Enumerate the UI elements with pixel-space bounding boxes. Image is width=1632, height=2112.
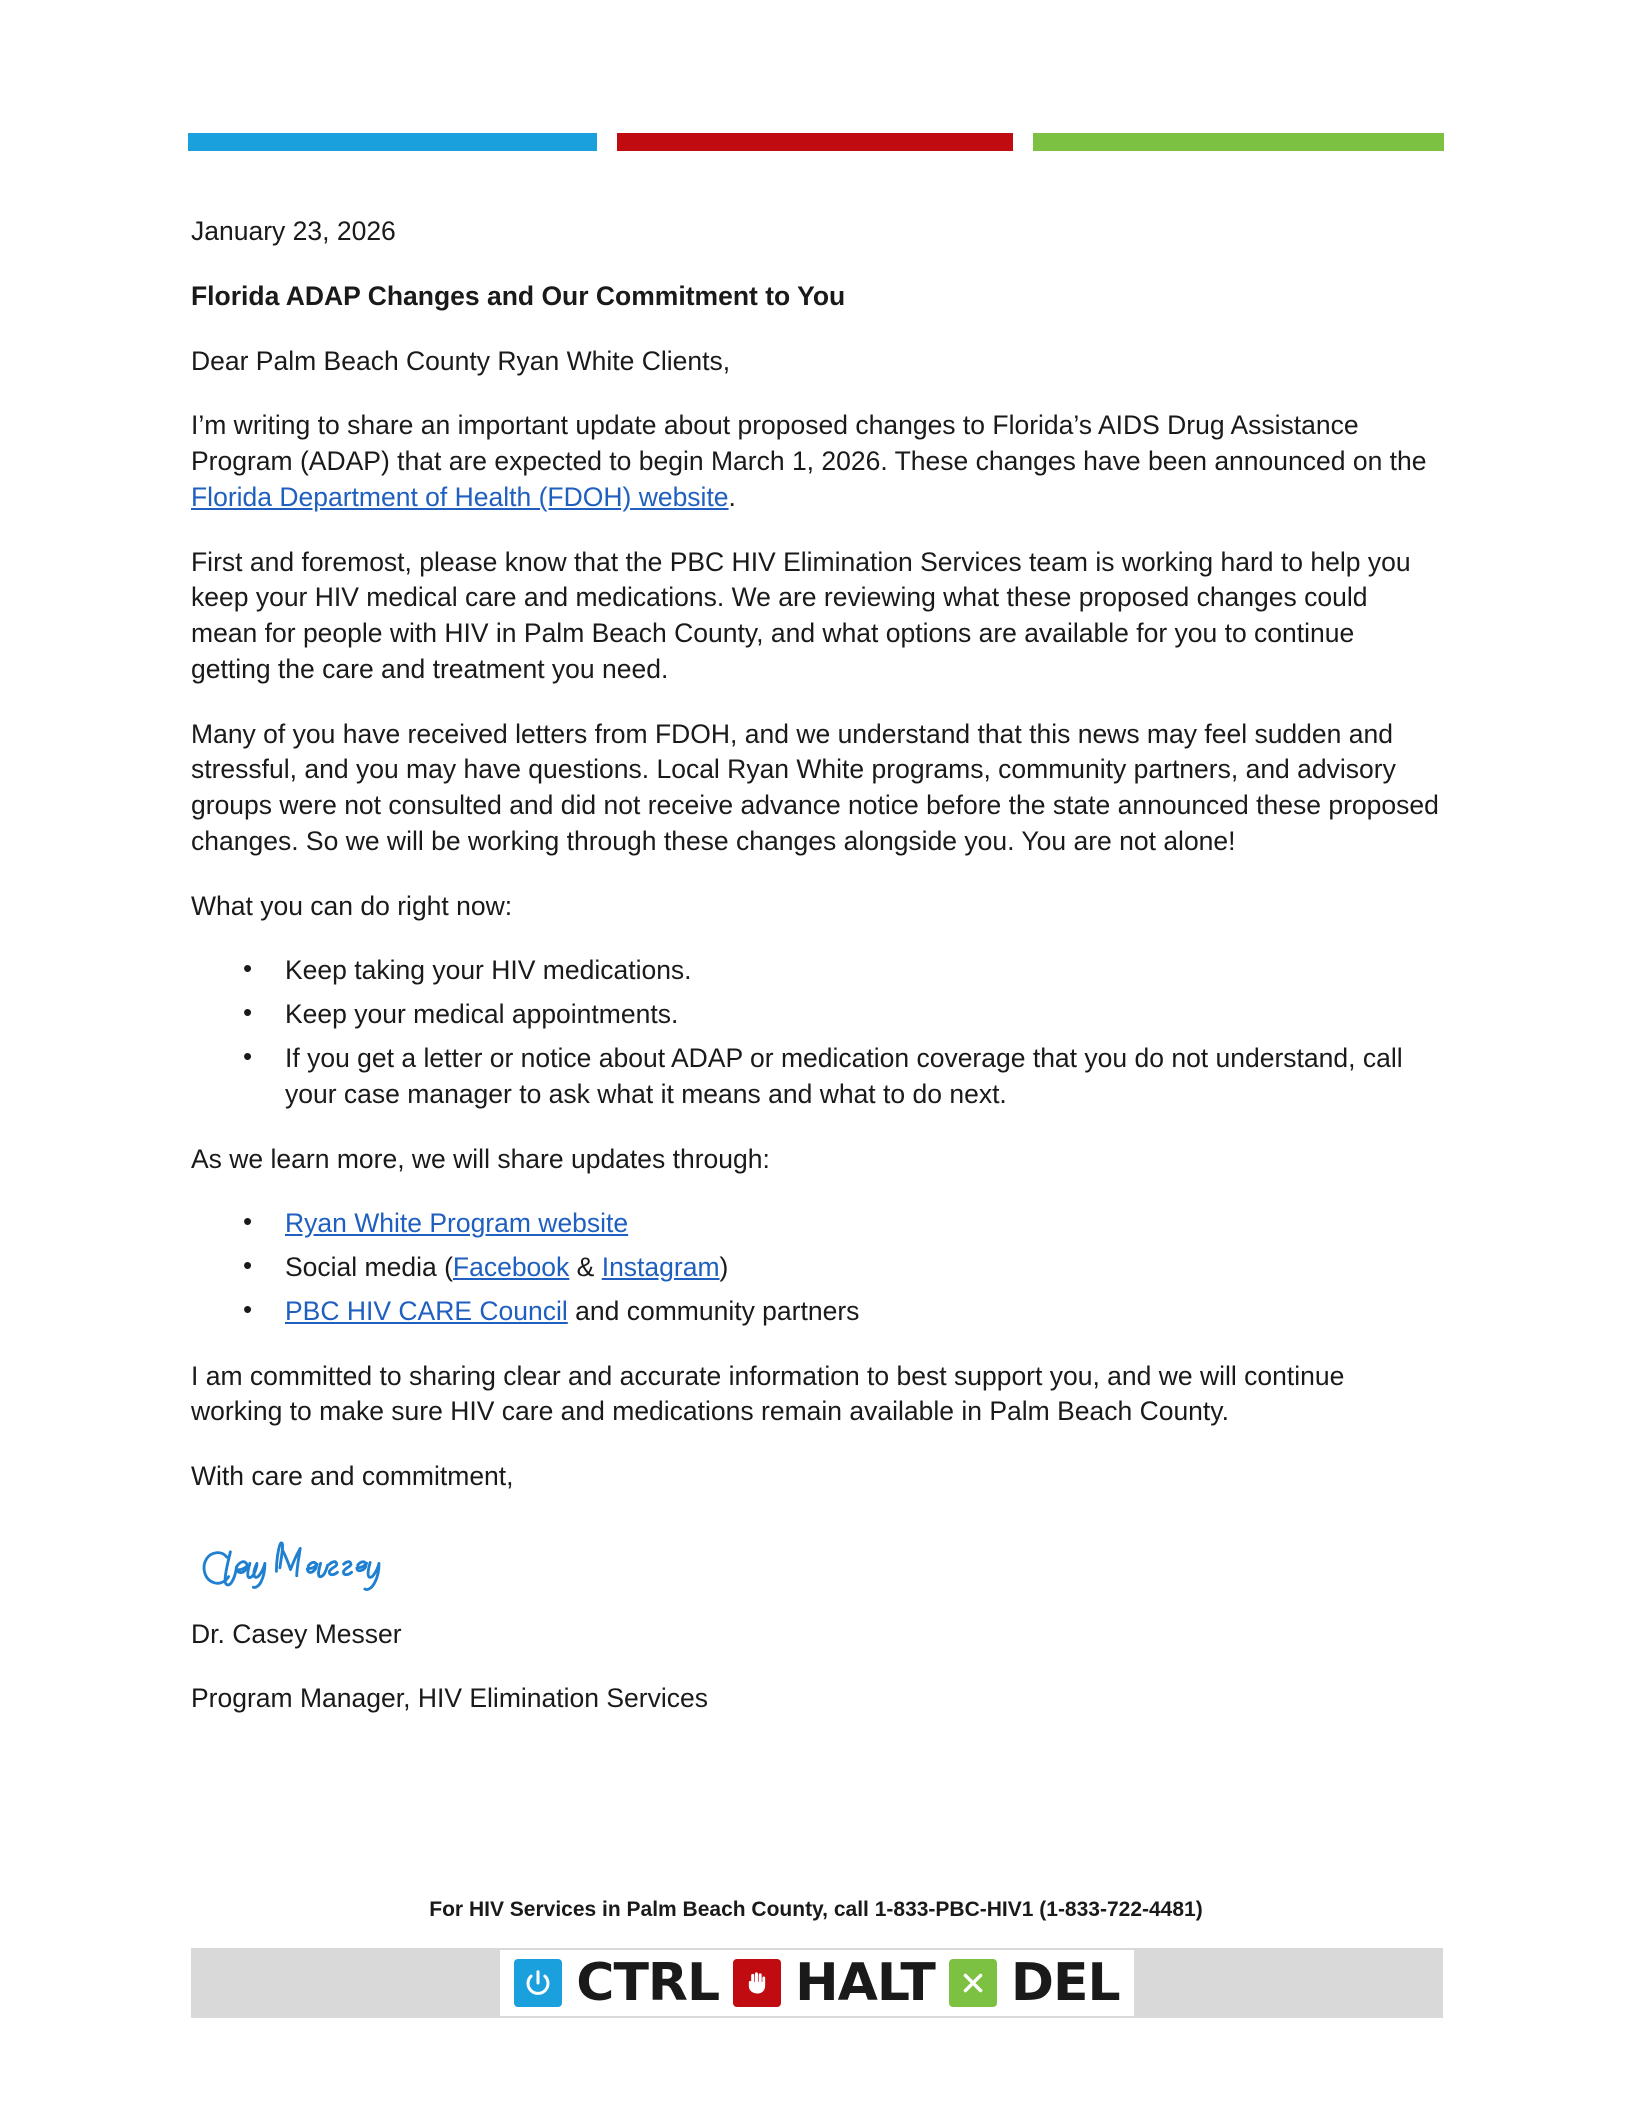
fdoh-website-link[interactable]: Florida Department of Health (FDOH) website <box>191 481 729 512</box>
hand-stop-icon <box>733 1959 781 2007</box>
signer-name: Dr. Casey Messer <box>191 1618 402 1649</box>
header-bar-green <box>1033 133 1444 151</box>
social-media-prefix: Social media ( <box>285 1252 453 1283</box>
list-item: • Keep your medical appointments. <box>285 997 1441 1033</box>
logo-word-halt: HALT <box>795 1953 935 2013</box>
paragraph-3: Many of you have received letters from FDOH, and we understand that this news may feel sudden and stressful, and you may have questions. Local Ryan White programs, community partners, and advisory groups were not consulted and did not receive advance notice before the state announced these proposed changes. So we will be working through these changes alongside you. You are not alone! <box>191 718 1439 856</box>
letter-date: January 23, 2026 <box>191 216 396 246</box>
letter-salutation: Dear Palm Beach County Ryan White Clients, <box>191 345 731 376</box>
care-council-suffix: and community partners <box>567 1295 860 1326</box>
letter-subject: Florida ADAP Changes and Our Commitment to You <box>191 280 846 311</box>
header-bar-blue <box>188 133 597 151</box>
ryan-white-program-website-link[interactable]: Ryan White Program website <box>285 1208 629 1239</box>
paragraph-1-text-a: I’m writing to share an important update about proposed changes to Florida’s AIDS Drug Assistance Program (ADAP) that are expected to begin March 1, 2026. These changes have been announced on the <box>191 410 1427 477</box>
ctrl-halt-del-logo <box>500 1950 1133 2016</box>
x-icon <box>949 1959 997 2007</box>
header-color-bars <box>188 133 1444 151</box>
paragraph-1 <box>191 408 1441 515</box>
facebook-link[interactable]: Facebook <box>452 1252 570 1283</box>
paragraph-1-text-b: . <box>728 481 736 512</box>
footer-logo-band <box>191 1948 1443 2018</box>
signer-title: Program Manager, HIV Elimination Services <box>191 1683 708 1714</box>
signature-image <box>195 1531 425 1601</box>
signature-block <box>191 1531 1441 1717</box>
list-item <box>285 1250 1441 1286</box>
footer-contact-note: For HIV Services in Palm Beach County, call 1-833-PBC-HIV1 (1-833-722-4481) <box>429 1898 1203 1921</box>
header-bar-red <box>617 133 1013 151</box>
updates-intro: As we learn more, we will share updates through: <box>191 1143 770 1174</box>
instagram-link[interactable]: Instagram <box>601 1252 720 1283</box>
list-item <box>285 1294 1441 1330</box>
list-item: • Keep taking your HIV medications. <box>285 953 1441 989</box>
logo-word-ctrl: CTRL <box>576 1953 720 2013</box>
paragraph-4: I am committed to sharing clear and accurate information to best support you, and we will continue working to make sure HIV care and medications remain available in Palm Beach County. <box>191 1360 1345 1427</box>
letter-closing: With care and commitment, <box>191 1461 514 1492</box>
social-media-separator: & <box>569 1252 602 1283</box>
actions-list <box>191 953 1441 1112</box>
letter-body <box>191 214 1441 1746</box>
list-item: • If you get a letter or notice about ADAP or medication coverage that you do not understand, call your case manager to ask what it means and what to do next. <box>285 1041 1441 1113</box>
actions-intro: What you can do right now: <box>191 890 513 921</box>
updates-list <box>191 1206 1441 1329</box>
social-media-suffix: ) <box>719 1252 729 1283</box>
pbc-hiv-care-council-link[interactable]: PBC HIV CARE Council <box>285 1295 568 1326</box>
paragraph-2: First and foremost, please know that the PBC HIV Elimination Services team is working hard to help you keep your HIV medical care and medications. We are reviewing what these proposed changes could mean for people with HIV in Palm Beach County, and what options are available for you to continue getting the care and treatment you need. <box>191 546 1411 684</box>
power-icon <box>514 1959 562 2007</box>
list-item <box>285 1206 1441 1242</box>
logo-word-del: DEL <box>1010 1953 1120 2013</box>
